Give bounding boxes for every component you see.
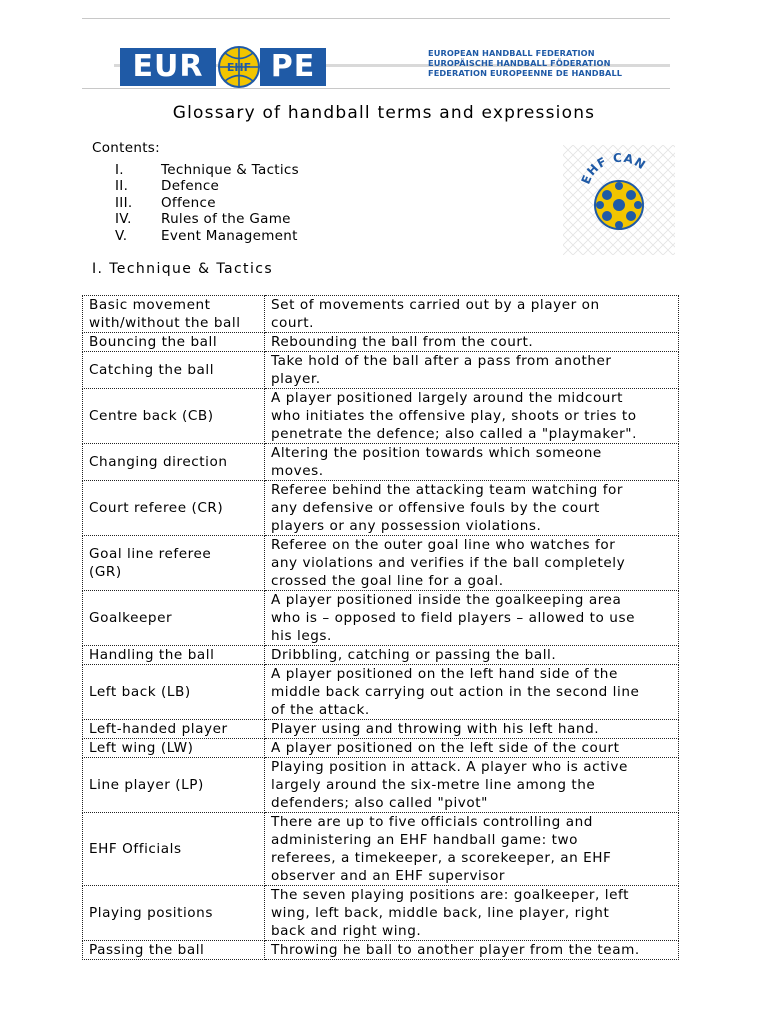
term-cell (83, 739, 265, 758)
definition-cell-line: defenders; also called "pivot" (271, 795, 488, 811)
ehf-can-logo (563, 145, 675, 255)
handball-logo-icon (218, 46, 260, 88)
term-cell (83, 296, 265, 333)
definition-cell-line: who initiates the offensive play, shoots or tries to (271, 408, 637, 424)
definition-cell-line: middle back carrying out action in the second line (271, 684, 640, 700)
definition-cell-line: moves. (271, 463, 324, 479)
contents-item (115, 211, 299, 227)
definition-cell (265, 665, 679, 720)
definition-cell-line: player. (271, 371, 321, 387)
definition-cell-line: court. (271, 315, 314, 331)
term-cell-line: EHF Officials (89, 841, 182, 857)
definition-cell (265, 646, 679, 665)
definition-cell (265, 296, 679, 333)
logo-text-left: EUR (120, 48, 216, 86)
term-cell-line: Basic movement (89, 297, 211, 313)
logo-ball-text: EHF (226, 61, 252, 74)
definition-cell (265, 352, 679, 389)
table-row (83, 591, 679, 646)
term-cell (83, 813, 265, 886)
definition-cell (265, 886, 679, 941)
term-cell-line: Centre back (CB) (89, 408, 214, 424)
contents-item (115, 228, 299, 244)
term-cell (83, 591, 265, 646)
term-cell-line: (GR) (89, 564, 122, 580)
definition-cell (265, 591, 679, 646)
contents-item-number: V. (115, 227, 128, 244)
definition-cell-line: Rebounding the ball from the court. (271, 334, 534, 350)
table-row (83, 886, 679, 941)
definition-cell-line: There are up to five officials controlling and (271, 814, 593, 830)
contents-item (115, 178, 299, 194)
definition-cell-line: A player positioned inside the goalkeeping area (271, 592, 622, 608)
definition-cell-line: Referee behind the attacking team watching for (271, 482, 624, 498)
term-cell-line: Catching the ball (89, 362, 215, 378)
table-row (83, 739, 679, 758)
definition-cell-line: any defensive or offensive fouls by the court (271, 500, 600, 516)
term-cell (83, 646, 265, 665)
table-row (83, 941, 679, 960)
federation-names (428, 48, 670, 78)
definition-cell-line: A player positioned largely around the midcourt (271, 390, 623, 406)
contents-item-number: II. (115, 178, 129, 195)
term-cell-line: Court referee (CR) (89, 500, 224, 516)
table-row (83, 389, 679, 444)
term-cell (83, 886, 265, 941)
table-row (83, 720, 679, 739)
term-cell-line: with/without the ball (89, 315, 241, 331)
definition-cell (265, 758, 679, 813)
definition-cell (265, 941, 679, 960)
term-cell (83, 444, 265, 481)
glossary-table-body (83, 296, 679, 960)
definition-cell-line: crossed the goal line for a goal. (271, 573, 504, 589)
definition-cell-line: any violations and verifies if the ball completely (271, 555, 626, 571)
definition-cell-line: penetrate the defence; also called a "playmaker". (271, 426, 637, 442)
contents-item-text: Event Management (161, 227, 298, 244)
term-cell-line: Left wing (LW) (89, 740, 194, 756)
contents-item-text: Rules of the Game (161, 211, 291, 228)
table-row (83, 758, 679, 813)
glossary-table (82, 295, 679, 960)
definition-cell-line: his legs. (271, 628, 332, 644)
table-row (83, 813, 679, 886)
term-cell-line: Goal line referee (89, 546, 212, 562)
contents-item (115, 195, 299, 211)
contents-item (115, 162, 299, 178)
contents-item-number: III. (115, 194, 133, 211)
definition-cell-line: The seven playing positions are: goalkeeper, left (271, 887, 630, 903)
term-cell-line: Handling the ball (89, 647, 215, 663)
header-rule-bottom (82, 88, 670, 89)
term-cell-line: Goalkeeper (89, 610, 173, 626)
definition-cell-line: Referee on the outer goal line who watches for (271, 537, 616, 553)
term-cell-line: Left-handed player (89, 721, 228, 737)
definition-cell (265, 536, 679, 591)
federation-name-fr: FEDERATION EUROPEENNE DE HANDBALL (428, 68, 623, 78)
contents-item-number: I. (115, 162, 124, 178)
term-cell-line: Bouncing the ball (89, 334, 218, 350)
table-row (83, 296, 679, 333)
definition-cell-line: Set of movements carried out by a player on (271, 297, 600, 313)
definition-cell-line: largely around the six-metre line among the (271, 777, 596, 793)
definition-cell-line: observer and an EHF supervisor (271, 868, 505, 884)
definition-cell (265, 333, 679, 352)
contents-list (115, 162, 299, 244)
table-row (83, 444, 679, 481)
contents-item-number: IV. (115, 211, 132, 228)
definition-cell (265, 720, 679, 739)
europe-logo (120, 48, 326, 86)
term-cell (83, 333, 265, 352)
definition-cell (265, 444, 679, 481)
definition-cell-line: Throwing he ball to another player from the team. (271, 942, 640, 958)
term-cell (83, 481, 265, 536)
table-row (83, 481, 679, 536)
term-cell (83, 720, 265, 739)
logo-text-right: PE (260, 48, 326, 86)
definition-cell-line: wing, left back, middle back, line player, right (271, 905, 610, 921)
term-cell (83, 758, 265, 813)
definition-cell (265, 813, 679, 886)
definition-cell (265, 481, 679, 536)
contents-item-text: Technique & Tactics (161, 162, 299, 178)
term-cell-line: Passing the ball (89, 942, 205, 958)
federation-name-de: EUROPÄISCHE HANDBALL FÖDERATION (428, 58, 611, 68)
definition-cell-line: Take hold of the ball after a pass from another (271, 353, 612, 369)
definition-cell-line: Dribbling, catching or passing the ball. (271, 647, 557, 663)
definition-cell-line: Playing position in attack. A player who is active (271, 759, 628, 775)
can-logo-text: EHF CAN (578, 150, 649, 187)
section-heading: I. Technique & Tactics (92, 261, 274, 277)
table-row (83, 646, 679, 665)
definition-cell (265, 739, 679, 758)
definition-cell-line: of the attack. (271, 702, 370, 718)
definition-cell-line: back and right wing. (271, 923, 422, 939)
contents-item-text: Defence (161, 178, 220, 195)
table-row (83, 665, 679, 720)
term-cell (83, 941, 265, 960)
definition-cell-line: Altering the position towards which someone (271, 445, 602, 461)
term-cell (83, 352, 265, 389)
definition-cell-line: A player positioned on the left side of the court (271, 740, 620, 756)
definition-cell-line: administering an EHF handball game: two (271, 832, 578, 848)
definition-cell-line: who is – opposed to field players – allowed to use (271, 610, 635, 626)
definition-cell-line: players or any possession violations. (271, 518, 542, 534)
term-cell-line: Left back (LB) (89, 684, 191, 700)
table-row (83, 333, 679, 352)
term-cell-line: Line player (LP) (89, 777, 204, 793)
table-row (83, 352, 679, 389)
term-cell (83, 389, 265, 444)
term-cell-line: Changing direction (89, 454, 228, 470)
term-cell (83, 665, 265, 720)
definition-cell (265, 389, 679, 444)
page-title: Glossary of handball terms and expressions (172, 103, 596, 123)
definition-cell-line: referees, a timekeeper, a scorekeeper, an EHF (271, 850, 612, 866)
definition-cell-line: A player positioned on the left hand side of the (271, 666, 618, 682)
contents-label: Contents: (92, 140, 160, 156)
definition-cell-line: Player using and throwing with his left hand. (271, 721, 600, 737)
header-rule-top (82, 18, 670, 19)
table-row (83, 536, 679, 591)
federation-name-en: EUROPEAN HANDBALL FEDERATION (428, 48, 595, 58)
contents-item-text: Offence (161, 194, 216, 211)
term-cell-line: Playing positions (89, 905, 213, 921)
term-cell (83, 536, 265, 591)
header (82, 18, 670, 96)
